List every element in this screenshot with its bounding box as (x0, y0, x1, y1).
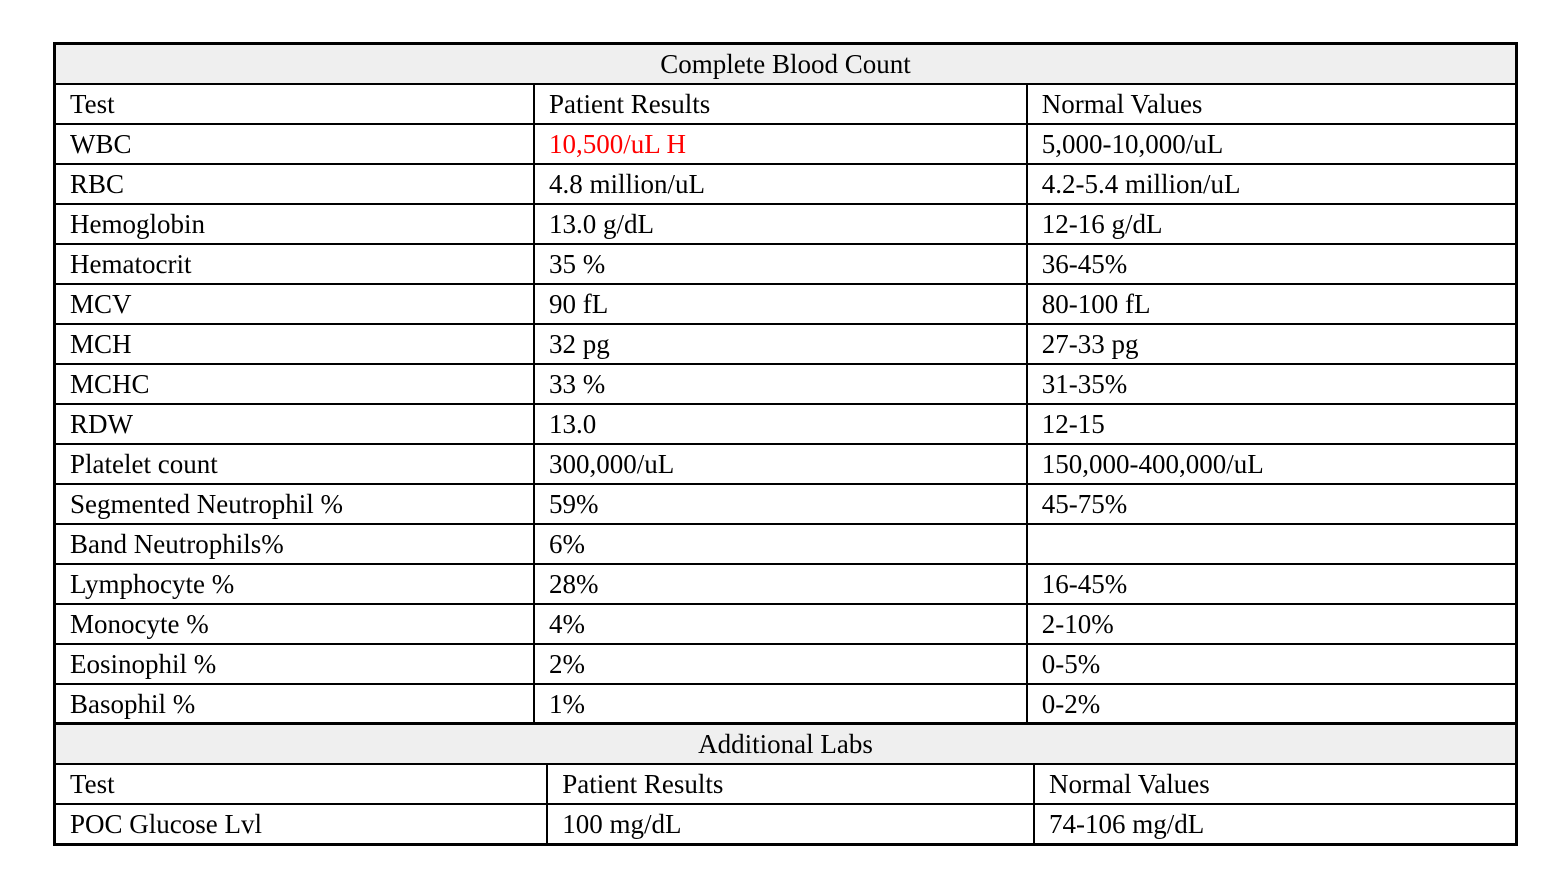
cell-result: 10,500/uL H (534, 124, 1027, 164)
cell-test: Monocyte % (55, 604, 535, 644)
cbc-header-row (55, 84, 1517, 124)
cell-normal: 0-5% (1027, 644, 1517, 684)
cell-test: Eosinophil % (55, 644, 535, 684)
additional-column-header-normal-values: Normal Values (1034, 764, 1516, 804)
cell-result: 4% (534, 604, 1027, 644)
cell-result: 59% (534, 484, 1027, 524)
cell-normal: 27-33 pg (1027, 324, 1517, 364)
cell-result: 33 % (534, 364, 1027, 404)
table-row (55, 124, 1517, 164)
cell-normal: 150,000-400,000/uL (1027, 444, 1517, 484)
cell-test: Platelet count (55, 444, 535, 484)
additional-labs-header-row (55, 764, 1517, 804)
table-row (55, 244, 1517, 284)
cell-normal: 12-16 g/dL (1027, 204, 1517, 244)
cell-result: 13.0 (534, 404, 1027, 444)
cell-result: 100 mg/dL (547, 804, 1034, 845)
table-row (55, 804, 1517, 845)
cell-test: RDW (55, 404, 535, 444)
table-row (55, 524, 1517, 564)
table-row (55, 364, 1517, 404)
additional-column-header-test: Test (55, 764, 548, 804)
additional-labs-table (53, 722, 1518, 846)
cell-result: 1% (534, 684, 1027, 725)
cbc-table-body (55, 124, 1517, 725)
cell-test: Hemoglobin (55, 204, 535, 244)
cell-normal: 0-2% (1027, 684, 1517, 725)
table-row (55, 404, 1517, 444)
cell-test: POC Glucose Lvl (55, 804, 548, 845)
cell-test: Segmented Neutrophil % (55, 484, 535, 524)
cell-normal: 80-100 fL (1027, 284, 1517, 324)
cbc-column-header-patient-results: Patient Results (534, 84, 1027, 124)
cell-test: Hematocrit (55, 244, 535, 284)
cell-test: WBC (55, 124, 535, 164)
cbc-column-header-test: Test (55, 84, 535, 124)
additional-labs-title-row (55, 724, 1517, 765)
table-row (55, 684, 1517, 725)
cell-result: 300,000/uL (534, 444, 1027, 484)
cell-test: RBC (55, 164, 535, 204)
cbc-title-row (55, 44, 1517, 85)
cell-normal: 12-15 (1027, 404, 1517, 444)
cell-test: MCHC (55, 364, 535, 404)
cell-normal: 36-45% (1027, 244, 1517, 284)
table-row (55, 444, 1517, 484)
additional-labs-table-body (55, 804, 1517, 845)
cell-result: 90 fL (534, 284, 1027, 324)
cell-normal: 16-45% (1027, 564, 1517, 604)
cell-normal: 31-35% (1027, 364, 1517, 404)
table-row (55, 564, 1517, 604)
table-row (55, 484, 1517, 524)
cell-normal: 4.2-5.4 million/uL (1027, 164, 1517, 204)
cell-result: 28% (534, 564, 1027, 604)
cell-normal: 5,000-10,000/uL (1027, 124, 1517, 164)
cell-result: 6% (534, 524, 1027, 564)
cbc-table (53, 42, 1518, 726)
cell-normal: 45-75% (1027, 484, 1517, 524)
table-row (55, 604, 1517, 644)
cell-result: 13.0 g/dL (534, 204, 1027, 244)
cell-test: Basophil % (55, 684, 535, 725)
cell-normal (1027, 524, 1517, 564)
cell-test: MCH (55, 324, 535, 364)
table-row (55, 164, 1517, 204)
table-row (55, 204, 1517, 244)
cell-test: Lymphocyte % (55, 564, 535, 604)
table-row (55, 284, 1517, 324)
cbc-column-header-normal-values: Normal Values (1027, 84, 1517, 124)
cell-normal: 2-10% (1027, 604, 1517, 644)
cell-result: 35 % (534, 244, 1027, 284)
additional-column-header-patient-results: Patient Results (547, 764, 1034, 804)
table-row (55, 644, 1517, 684)
cbc-table-title: Complete Blood Count (55, 44, 1517, 85)
cell-result: 4.8 million/uL (534, 164, 1027, 204)
table-row (55, 324, 1517, 364)
cell-result: 2% (534, 644, 1027, 684)
cell-test: MCV (55, 284, 535, 324)
cell-result: 32 pg (534, 324, 1027, 364)
cell-test: Band Neutrophils% (55, 524, 535, 564)
cell-normal: 74-106 mg/dL (1034, 804, 1516, 845)
additional-labs-table-title: Additional Labs (55, 724, 1517, 765)
